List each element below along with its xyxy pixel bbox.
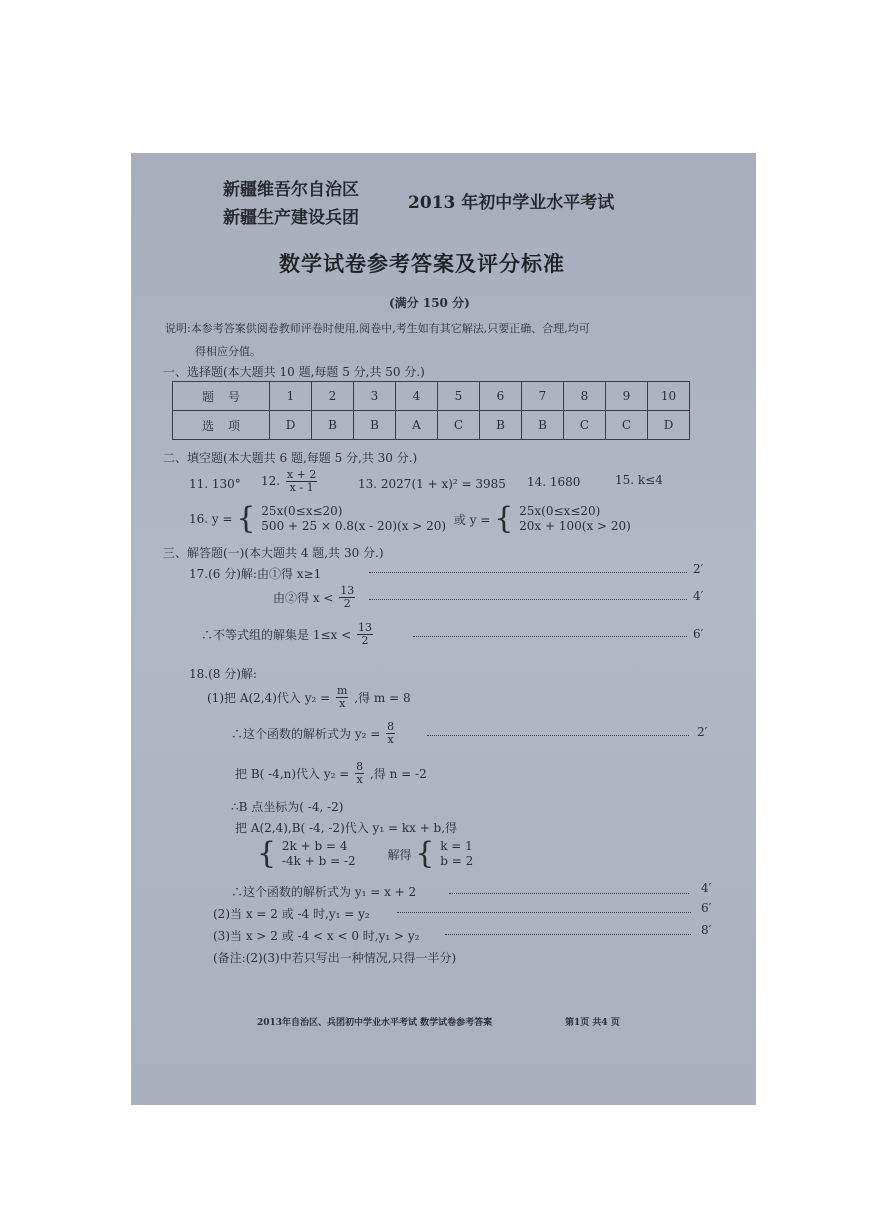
answer-option-row [173,411,690,440]
q18-part2: (2)当 x = 2 或 -4 时,y₁ = y₂ [213,907,370,921]
q18-p1-fraction [336,685,348,710]
solution: b = 2 [440,854,474,868]
q18-part1-line5: 把 A(2,4),B( -4, -2)代入 y₁ = kx + b,得 [235,821,458,835]
q17-conclusion-fraction [357,622,373,647]
fraction-denominator: x [339,697,346,710]
fraction-denominator: x [356,773,363,786]
choice-answer-table [172,381,690,440]
q17-from-2 [273,585,357,610]
table-cell: 10 [648,382,690,411]
equation: -4k + b = -2 [281,854,356,868]
q18-score-2: 4′ [701,881,712,895]
fraction-numerator: m [337,684,348,697]
solve-label: 解得 [387,847,412,862]
answer-15: 15. k≤4 [615,473,663,487]
q18-equation-system [257,836,474,871]
section-2-title: 二、填空题(本大题共 6 题,每题 5 分,共 30 分.) [163,451,418,465]
system-solution [440,839,473,869]
left-brace-icon: { [494,501,514,536]
note-line-1: 说明:本参考答案供阅卷教师评卷时使用,阅卷中,考生如有其它解法,只要正确、合理,均可 [165,322,590,335]
exam-answer-sheet [131,153,756,1105]
q18-score-3: 6′ [701,901,712,915]
q18-l3-text-a: 把 B( -4,n)代入 y₂ = [235,767,350,781]
q18-score-1: 2′ [697,725,708,739]
q18-score-4: 8′ [701,923,712,937]
exam-title: 2013 年初中学业水平考试 [408,193,615,213]
fraction-numerator: 8 [356,760,364,773]
fraction-denominator: 2 [361,634,369,647]
q18-part1-line2 [231,721,397,746]
table-cell: 2 [312,382,354,411]
answer-13: 13. 2027(1 + x)² = 3985 [358,477,506,491]
table-cell: 4 [396,382,438,411]
answer-16-or: 或 y = [453,512,491,527]
q17-concl-text: ∴不等式组的解集是 1≤x < [201,628,352,642]
full-score: (满分 150 分) [389,296,470,310]
table-cell: 5 [438,382,480,411]
region-line-2: 新疆生产建设兵团 [223,208,359,228]
table-cell: 1 [270,382,312,411]
dotted-leader [397,912,691,913]
q17-score-1: 2′ [693,562,704,576]
table-cell: 7 [522,382,564,411]
dotted-leader [369,599,687,600]
table-cell: C [564,411,606,440]
piecewise-case: 500 + 25 × 0.8(x - 20)(x > 20) [261,519,447,533]
table-cell: B [354,411,396,440]
fraction-numerator: 8 [387,720,395,733]
answer-12-label: 12. [261,474,281,488]
answer-14: 14. 1680 [527,475,581,489]
left-brace-icon: { [257,836,277,871]
q17-conclusion [201,622,375,647]
table-cell: 8 [564,382,606,411]
left-brace-icon: { [415,836,435,871]
fraction-numerator: 13 [357,621,372,634]
answer-12 [261,469,319,494]
fraction-numerator: 13 [340,584,355,597]
dotted-leader [369,572,687,573]
piecewise-case: 25x(0≤x≤20) [261,504,343,518]
q17-from2-text: 由②得 x < [273,591,334,605]
q18-part1-line4: ∴B 点坐标为( -4, -2) [231,800,344,814]
dotted-leader [413,636,687,637]
q18-part1-line3 [235,761,427,786]
dotted-leader [427,735,689,736]
answer-16-piecewise-b [519,504,631,534]
fraction-denominator: x - 1 [289,481,314,494]
region-line-1: 新疆维吾尔自治区 [223,180,359,200]
dotted-leader [449,893,689,894]
fraction-denominator: 2 [343,597,351,610]
table-cell: 3 [354,382,396,411]
q18-part3: (3)当 x > 2 或 -4 < x < 0 时,y₁ > y₂ [213,929,420,943]
piecewise-case: 20x + 100(x > 20) [519,519,631,533]
equation: 2k + b = 4 [281,839,348,853]
q17-score-2: 4′ [693,589,704,603]
system-equations [282,839,356,869]
footer-page: 第1页 共4 页 [565,1018,620,1028]
q18-remark: (备注:(2)(3)中若只写出一种情况,只得一半分) [213,951,457,965]
document-title: 数学试卷参考答案及评分标准 [279,251,565,276]
q18-l2-fraction [386,721,395,746]
answer-12-fraction [286,469,317,494]
piecewise-case: 25x(0≤x≤20) [519,504,601,518]
table-cell: A [396,411,438,440]
dotted-leader [445,934,691,935]
q18-part1-line1 [207,685,411,710]
section-3-title: 三、解答题(一)(本大题共 4 题,共 30 分.) [163,546,384,560]
fraction-numerator: x + 2 [286,468,317,481]
question-number-row [173,382,690,411]
answer-16-label: 16. y = [189,512,233,526]
note-line-2: 得相应分值。 [195,345,261,358]
row-label-number: 题号 [173,382,270,411]
table-cell: C [438,411,480,440]
table-cell: B [522,411,564,440]
q18-l3-text-b: ,得 n = -2 [369,767,427,781]
table-cell: 6 [480,382,522,411]
row-label-option: 选项 [173,411,270,440]
section-1-title: 一、选择题(本大题共 10 题,每题 5 分,共 50 分.) [163,365,425,379]
table-cell: B [480,411,522,440]
table-cell: D [270,411,312,440]
q17-fraction [339,585,355,610]
q18-part1-line6: ∴这个函数的解析式为 y₁ = x + 2 [231,885,417,899]
q18-l3-fraction [355,761,364,786]
q17-head: 17.(6 分)解:由①得 x≥1 [189,567,322,581]
q18-head: 18.(8 分)解: [189,667,257,681]
left-brace-icon: { [236,501,256,536]
answer-16-piecewise-a [261,504,446,534]
table-cell: D [648,411,690,440]
answer-16 [189,501,631,536]
q18-l2-text: ∴这个函数的解析式为 y₂ = [231,727,381,741]
fraction-denominator: x [387,733,394,746]
solution: k = 1 [440,839,473,853]
table-cell: B [312,411,354,440]
q18-p1-text-a: (1)把 A(2,4)代入 y₂ = [207,691,331,705]
q18-p1-text-b: ,得 m = 8 [354,691,411,705]
q17-score-3: 6′ [693,627,704,641]
footer-text: 2013年自治区、兵团初中学业水平考试 数学试卷参考答案 [257,1018,493,1028]
answer-11: 11. 130° [189,477,241,491]
table-cell: C [606,411,648,440]
table-cell: 9 [606,382,648,411]
